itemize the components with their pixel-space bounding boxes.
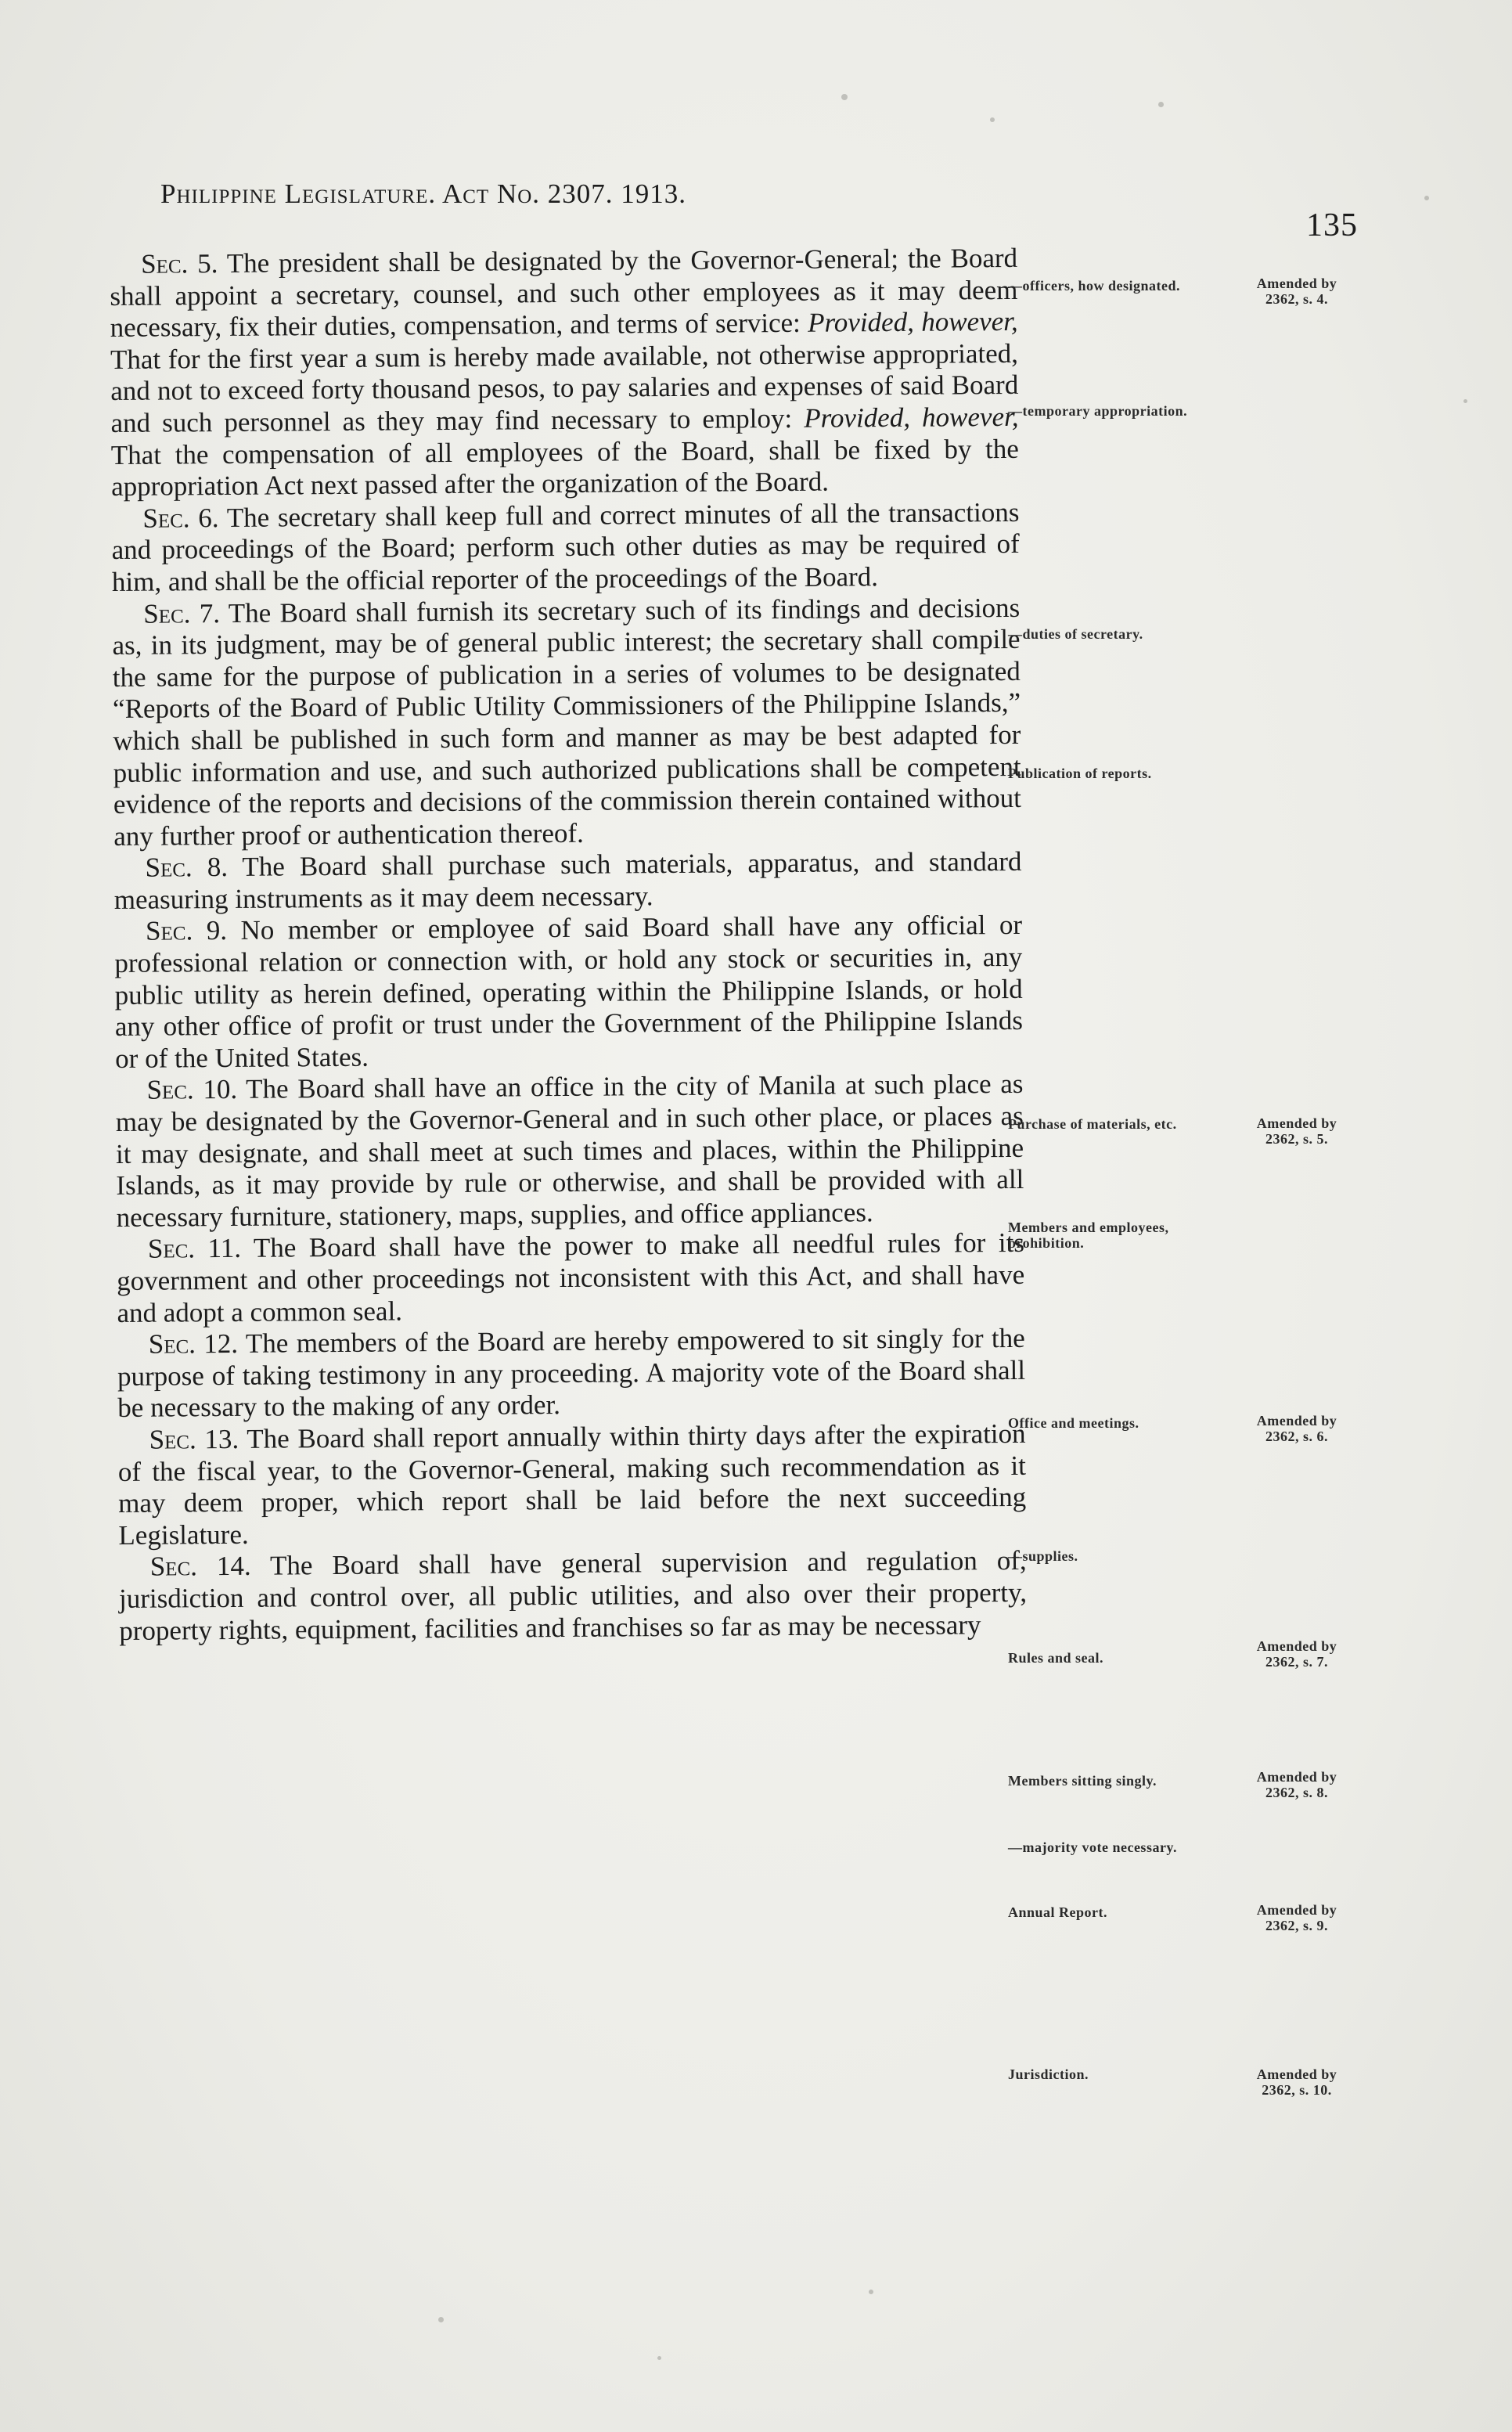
- amendment-note: Amended by 2362, s. 4.: [1256, 276, 1337, 307]
- side-note: Rules and seal.: [1008, 1650, 1104, 1666]
- side-note: Members sitting singly.: [1008, 1773, 1157, 1789]
- side-note: Purchase of materials, etc.: [1008, 1116, 1177, 1132]
- section-number: Sec. 8.: [145, 852, 229, 883]
- section-text: The president shall be designated by the Governor-General; the Board shall appoint a secretary, counsel, and such other employees as it may deem necessary, fix their duties, compensation, and terms of service:: [110, 242, 1018, 344]
- amendment-note: Amended by 2362, s. 6.: [1256, 1413, 1337, 1444]
- section-number: Sec. 11.: [147, 1233, 242, 1265]
- section-paragraph: [113, 846, 1022, 916]
- side-note: —majority vote necessary.: [1008, 1839, 1177, 1855]
- page-number: 135: [1306, 207, 1358, 243]
- ink-speck: [657, 2356, 661, 2360]
- side-note: Annual Report.: [1008, 1904, 1108, 1920]
- ink-speck: [1463, 399, 1467, 403]
- section-number: Sec. 10.: [146, 1074, 238, 1106]
- amendment-note: Amended by 2362, s. 10.: [1256, 2066, 1337, 2098]
- section-paragraph: [119, 1545, 1028, 1647]
- side-note: Members and employees, prohibition.: [1008, 1220, 1169, 1251]
- section-text: The Board shall report annually within thirty days after the expiration of the fiscal year, to the Governor-General, making such recommendation as it may deem proper, which report shall be laid before the next succeeding Legislature.: [117, 1418, 1027, 1551]
- side-note: —supplies.: [1008, 1548, 1078, 1564]
- section-text: The Board shall purchase such materials, apparatus, and standard measuring instruments as it may deem necessary.: [113, 846, 1022, 915]
- section-paragraph: [112, 592, 1021, 852]
- side-note: Jurisdiction.: [1008, 2066, 1089, 2082]
- section-text: The members of the Board are hereby empowered to sit singly for the purpose of taking testimony in any proceeding. A majority vote of the Board shall be necessary to the making of any order.: [117, 1323, 1026, 1424]
- section-number: Sec. 13.: [149, 1423, 239, 1455]
- running-title: Philippine Legislature. Act No. 2307. 1913.: [160, 178, 687, 209]
- ink-speck: [438, 2317, 444, 2322]
- statute-text: [110, 243, 1027, 1647]
- proviso-text: Provided, however,: [808, 306, 1018, 338]
- section-text: No member or employee of said Board shall have any official or professional relation or connection with, or hold any stock or securities in, any public utility as herein defined, operating within the Philippine Islands, or hold any other office of profit or trust under the Government of the Philippine Islands or of the United States.: [114, 910, 1024, 1074]
- section-text: That the compensation of all employees of the Board, shall be fixed by the appropriation Act next passed after the organization of the Board.: [110, 433, 1019, 503]
- amendment-note: Amended by 2362, s. 9.: [1256, 1902, 1337, 1933]
- section-paragraph: [114, 910, 1023, 1075]
- proviso-text: Provided, however,: [804, 401, 1019, 434]
- section-number: Sec. 6.: [142, 502, 219, 534]
- section-paragraph: [111, 497, 1020, 599]
- section-number: Sec. 14.: [149, 1551, 251, 1583]
- section-number: Sec. 12.: [148, 1328, 239, 1360]
- section-text: The secretary shall keep full and correct minutes of all the transactions and proceedings of the Board; perform such other duties as may be required of him, and shall be the official reporter of the proceedings of the Board.: [111, 496, 1020, 597]
- ink-speck: [841, 94, 848, 100]
- amendment-note: Amended by 2362, s. 5.: [1256, 1115, 1337, 1147]
- section-paragraph: [115, 1068, 1024, 1234]
- section-number: Sec. 9.: [145, 915, 228, 947]
- ink-speck: [1424, 196, 1429, 200]
- section-number: Sec. 5.: [140, 248, 218, 279]
- amendment-note: Amended by 2362, s. 8.: [1256, 1769, 1337, 1800]
- section-text: The Board shall furnish its secretary such of its findings and decisions as, in its judgment, may be of general public interest; the secretary shall compile the same for the purpose of publication in a series of volumes to be designated “Reports of the Board of Public Utility Commissioners of the Philippine Islands,” which shall be published in such form and manner as may be best adapted for public information and use, and such authorized publications shall be competent evidence of the reports and decisions of the commission therein contained without any further proof or authentication thereof.: [112, 592, 1022, 852]
- ink-speck: [869, 2290, 873, 2294]
- section-paragraph: [117, 1227, 1025, 1329]
- section-text: The Board shall have an office in the city of Manila at such place as may be designated by the Governor-General and in such other place, or places as it may designate, and shall meet at such times and places, within the Philippine Islands, as it may provide by rule or otherwise, and shall be provided with all necessary furniture, stationery, maps, supplies, and office appliances.: [115, 1068, 1024, 1233]
- section-text: The Board shall have the power to make all needful rules for its government and other proceedings not inconsistent with this Act, and shall have and adopt a common seal.: [117, 1227, 1025, 1328]
- ink-speck: [990, 117, 995, 122]
- section-text: That for the first year a sum is hereby made available, not otherwise appropriated, and not to exceed forty thousand pesos, to pay salaries and expenses of said Board and such personnel as they may find necessary to employ:: [110, 337, 1019, 438]
- section-number: Sec. 7.: [143, 597, 221, 629]
- section-paragraph: [117, 1418, 1026, 1551]
- page-header: [160, 178, 1358, 243]
- side-note: —temporary appropriation.: [1008, 403, 1188, 419]
- side-note: Office and meetings.: [1008, 1415, 1139, 1431]
- section-paragraph: [117, 1323, 1026, 1425]
- section-text: The Board shall have general supervision and regulation of, jurisdiction and control over, all public utilities, and also over their property, property rights, equipment, facilities and franchises so far as may be necessary: [118, 1545, 1028, 1646]
- side-note: Publication of reports.: [1008, 766, 1152, 781]
- section-paragraph: [110, 243, 1019, 503]
- amendment-note: Amended by 2362, s. 7.: [1256, 1638, 1337, 1670]
- ink-speck: [1158, 102, 1164, 107]
- side-note: —officers, how designated.: [1008, 278, 1180, 294]
- side-note: —duties of secretary.: [1008, 626, 1143, 642]
